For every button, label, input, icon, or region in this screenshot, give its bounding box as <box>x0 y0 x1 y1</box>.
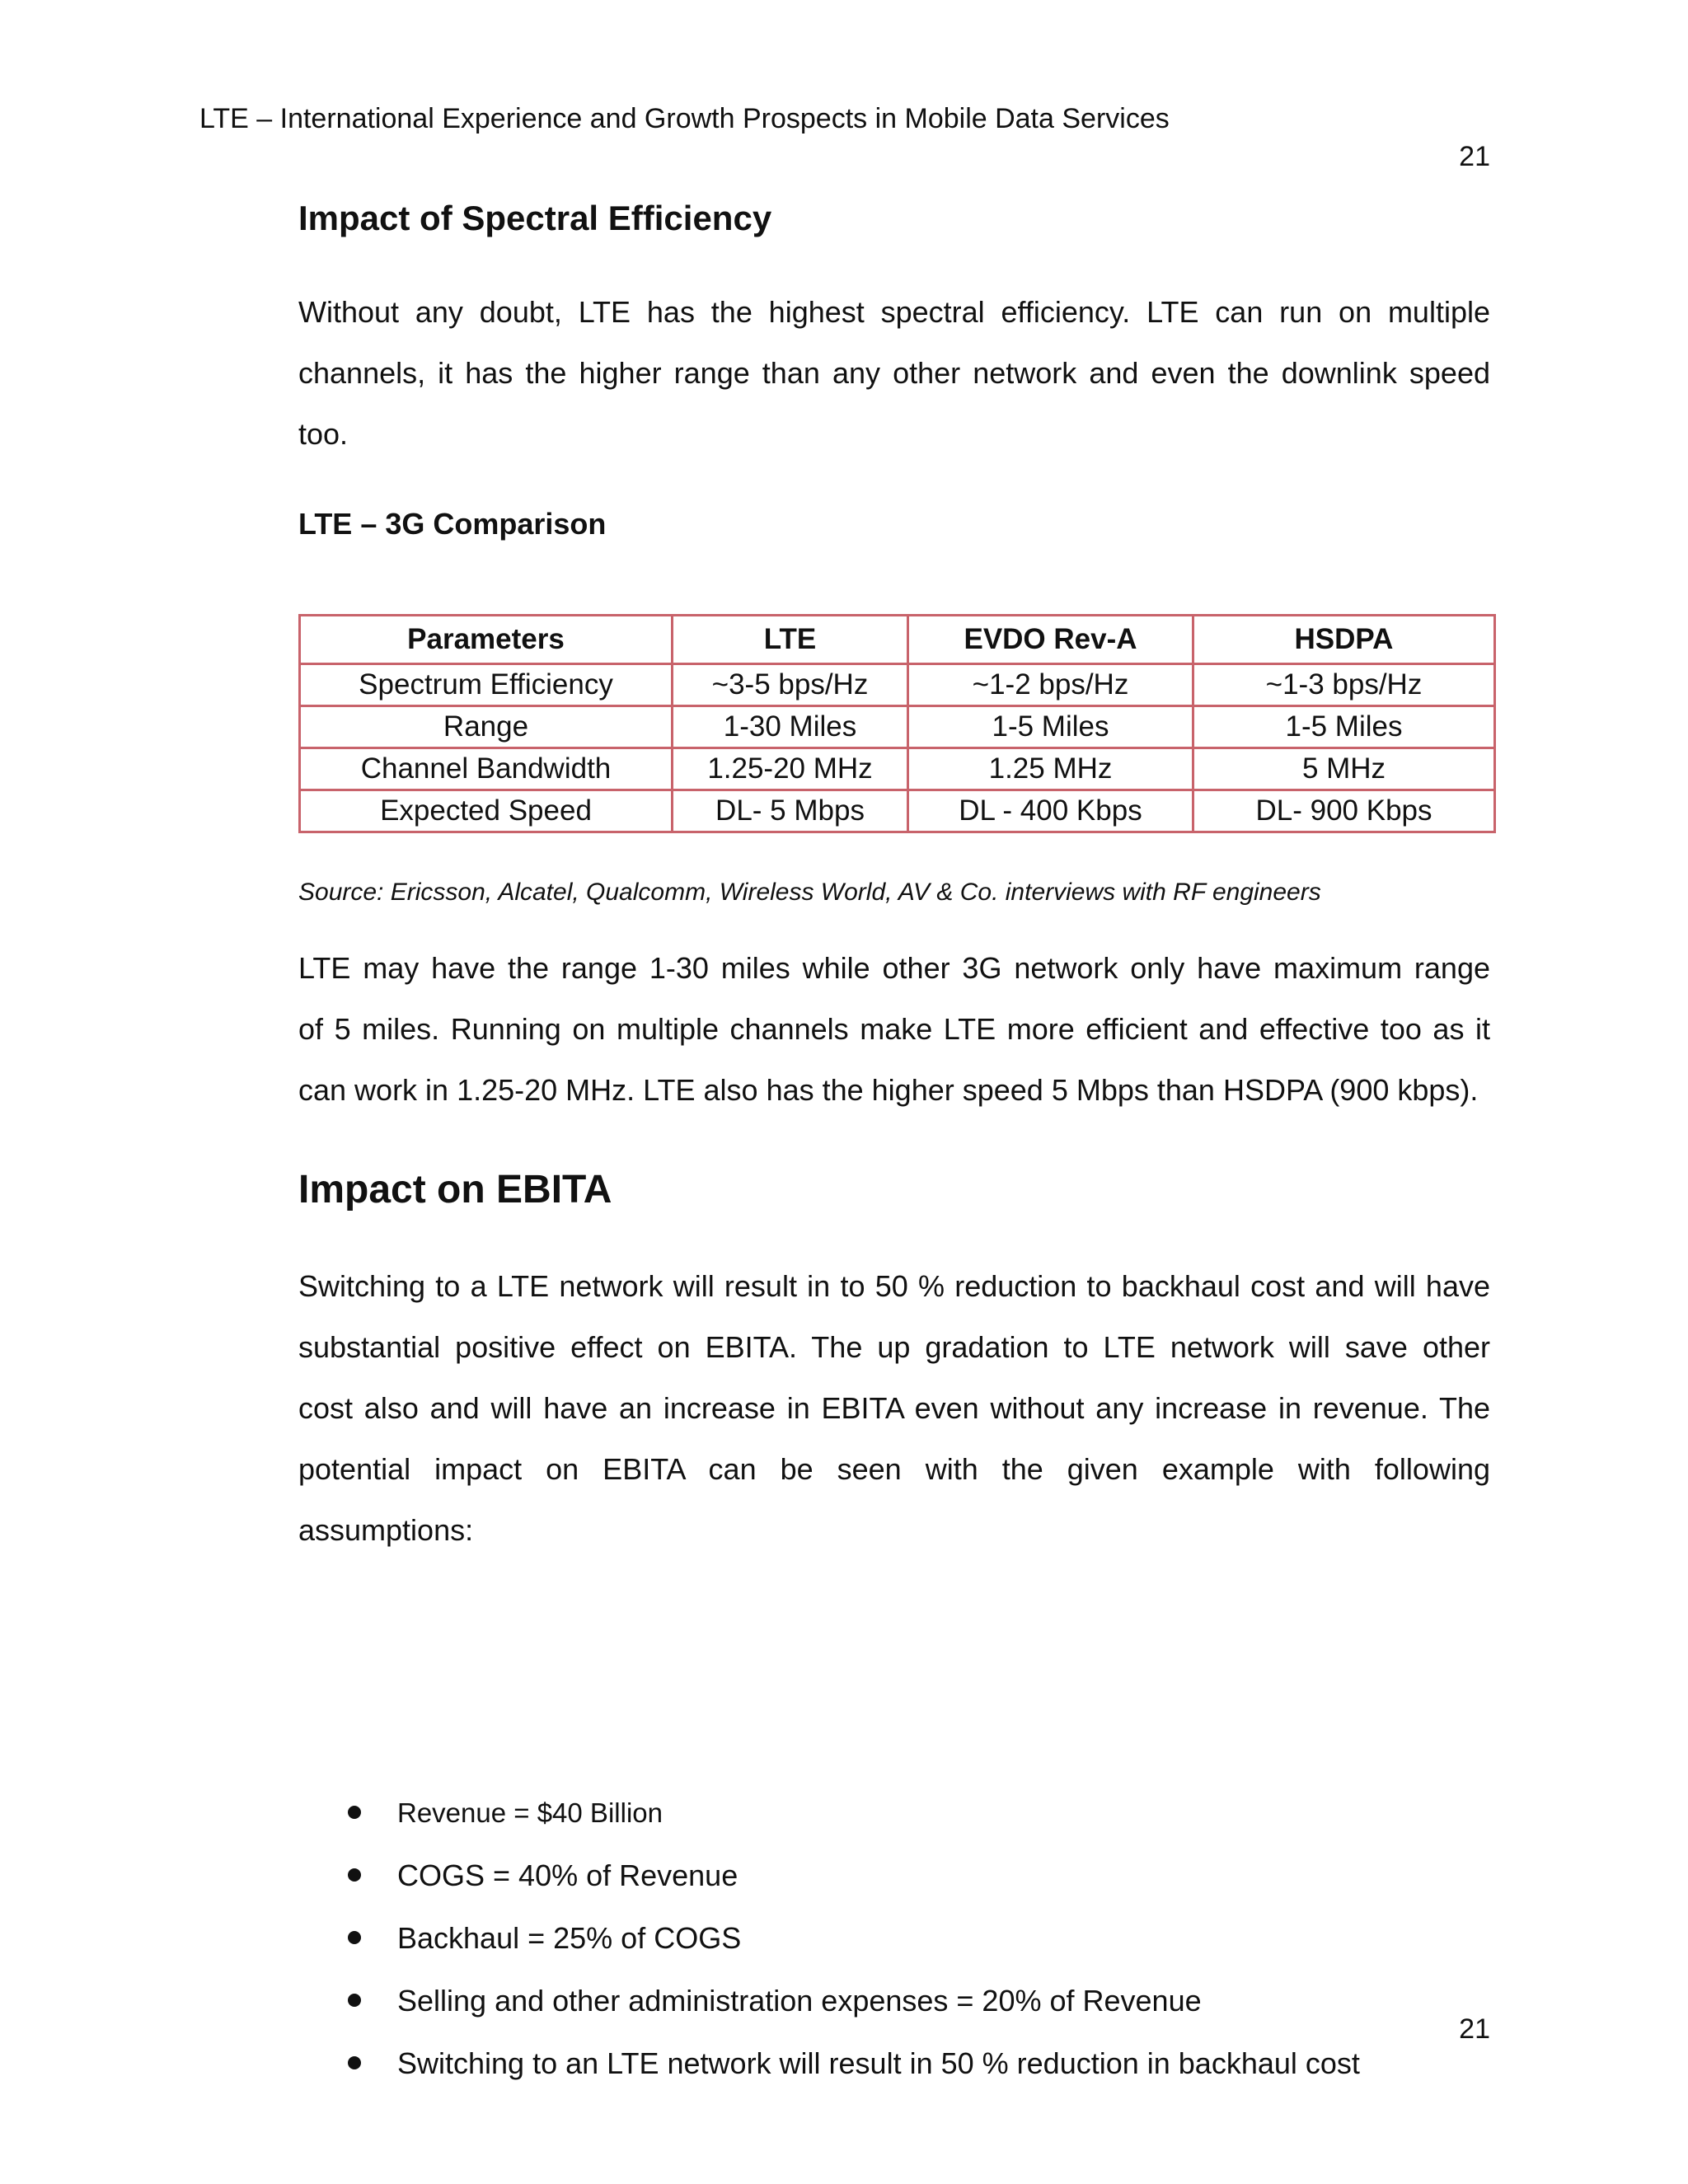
table-cell: Channel Bandwidth <box>300 748 673 790</box>
table-cell: DL- 5 Mbps <box>673 790 908 832</box>
paragraph-line: substantial positive effect on EBITA. The up gradation to LTE network will save other <box>298 1330 1490 1364</box>
table-row <box>300 664 1495 706</box>
table-cell: ~1-2 bps/Hz <box>908 664 1193 706</box>
paragraph-line: can work in 1.25-20 MHz. LTE also has the higher speed 5 Mbps than HSDPA (900 kbps). <box>298 1073 1479 1107</box>
column-header-evdo: EVDO Rev-A <box>908 616 1193 664</box>
list-item-text: COGS = 40% of Revenue <box>397 1858 738 1892</box>
column-header-parameters: Parameters <box>300 616 673 664</box>
paragraph-line: LTE may have the range 1-30 miles while other 3G network only have maximum range <box>298 951 1490 985</box>
table-cell: Range <box>300 706 673 748</box>
section-heading-spectral-efficiency: Impact of Spectral Efficiency <box>298 199 772 237</box>
bullet-icon <box>348 1994 361 2007</box>
list-item <box>348 1844 1360 1907</box>
section-heading-ebita: Impact on EBITA <box>298 1168 612 1212</box>
column-header-hsdpa: HSDPA <box>1193 616 1495 664</box>
table-header-row <box>300 616 1495 664</box>
table-cell: 5 MHz <box>1193 748 1495 790</box>
table-row <box>300 790 1495 832</box>
paragraph-line: channels, it has the higher range than any other network and even the downlink speed <box>298 356 1490 390</box>
list-item-text: Backhaul = 25% of COGS <box>397 1921 742 1955</box>
table-source-note: Source: Ericsson, Alcatel, Qualcomm, Wireless World, AV & Co. interviews with RF engineers <box>298 879 1321 906</box>
table-cell: 1.25 MHz <box>908 748 1193 790</box>
paragraph-line: Switching to a LTE network will result in to 50 % reduction to backhaul cost and will have <box>298 1269 1490 1303</box>
table-row <box>300 748 1495 790</box>
table-row <box>300 706 1495 748</box>
column-header-lte: LTE <box>673 616 908 664</box>
bullet-icon <box>348 1806 361 1819</box>
paragraph-ebita <box>298 1256 1490 1561</box>
paragraph-line: potential impact on EBITA can be seen with the given example with following <box>298 1452 1490 1486</box>
table-cell: DL- 900 Kbps <box>1193 790 1495 832</box>
table-cell: 1-5 Miles <box>908 706 1193 748</box>
table-cell: DL - 400 Kbps <box>908 790 1193 832</box>
table-cell: ~1-3 bps/Hz <box>1193 664 1495 706</box>
table-cell: ~3-5 bps/Hz <box>673 664 908 706</box>
paragraph-line: of 5 miles. Running on multiple channels make LTE more efficient and effective too as it <box>298 1012 1490 1046</box>
bullet-icon <box>348 1931 361 1944</box>
list-item <box>348 1907 1360 1970</box>
paragraph-spectral-efficiency <box>298 282 1490 465</box>
paragraph-line: too. <box>298 417 349 451</box>
table-cell: Expected Speed <box>300 790 673 832</box>
paragraph-line: Without any doubt, LTE has the highest spectral efficiency. LTE can run on multiple <box>298 295 1490 329</box>
list-item <box>348 1782 1360 1844</box>
table-cell: 1.25-20 MHz <box>673 748 908 790</box>
page-number-top: 21 <box>1459 141 1490 172</box>
page-number-bottom: 21 <box>1459 2013 1490 2045</box>
running-header: LTE – International Experience and Growth Prospects in Mobile Data Services <box>199 103 1170 134</box>
paragraph-line: cost also and will have an increase in EBITA even without any increase in revenue. The <box>298 1391 1490 1425</box>
paragraph-range-comparison <box>298 938 1490 1121</box>
table-title: LTE – 3G Comparison <box>298 507 607 541</box>
list-item-text: Revenue = $40 Billion <box>397 1797 663 1828</box>
list-item-text: Selling and other administration expenses = 20% of Revenue <box>397 1984 1202 2018</box>
table-cell: 1-5 Miles <box>1193 706 1495 748</box>
bullet-icon <box>348 2056 361 2069</box>
list-item-text: Switching to an LTE network will result in 50 % reduction in backhaul cost <box>397 2046 1360 2080</box>
assumptions-list <box>348 1782 1360 2095</box>
list-item <box>348 1970 1360 2032</box>
comparison-table <box>298 614 1496 833</box>
bullet-icon <box>348 1868 361 1882</box>
list-item <box>348 2032 1360 2095</box>
table-cell: Spectrum Efficiency <box>300 664 673 706</box>
table-cell: 1-30 Miles <box>673 706 908 748</box>
paragraph-line: assumptions: <box>298 1513 474 1547</box>
